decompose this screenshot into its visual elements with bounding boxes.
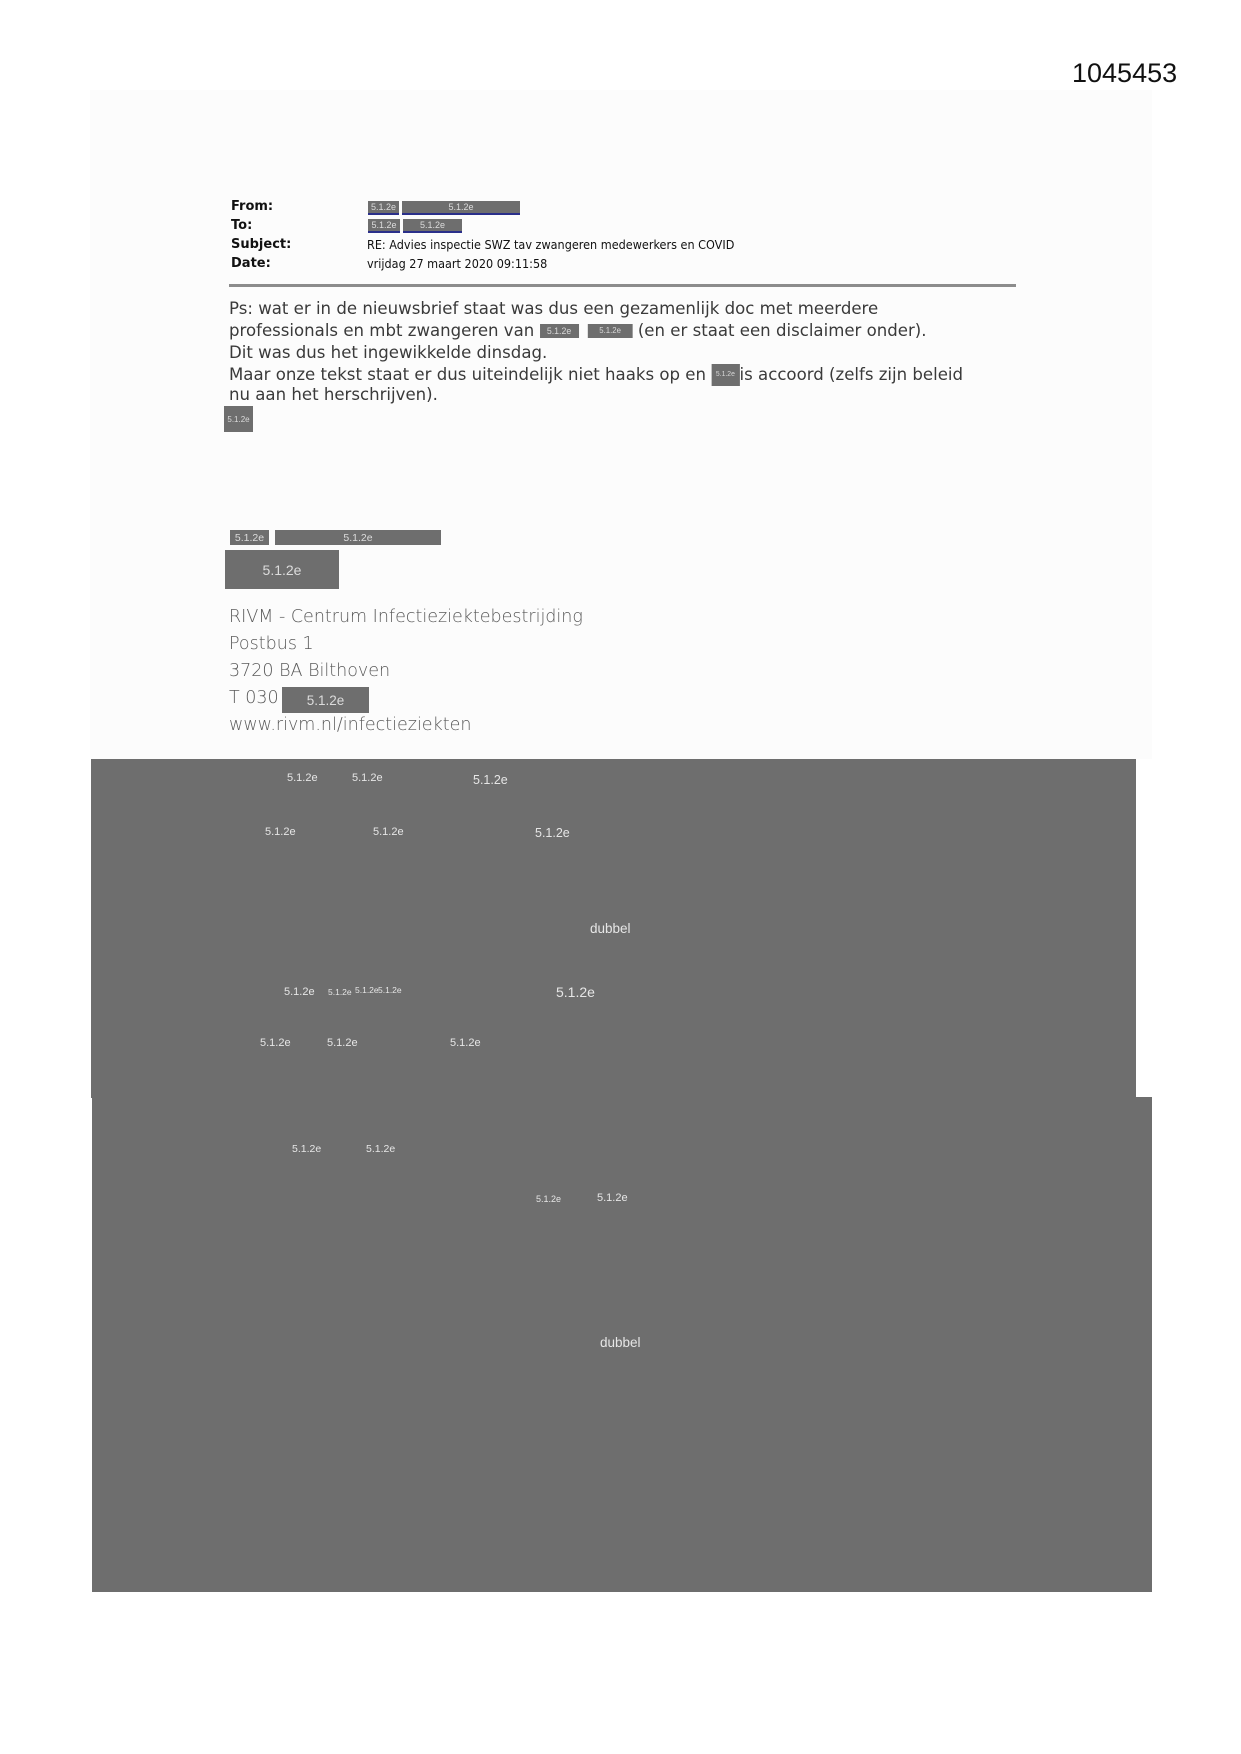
signature-postbus: Postbus 1	[229, 634, 314, 654]
inline-redaction: 5.1.2e	[588, 324, 633, 338]
duplicate-label: dubbel	[600, 1335, 641, 1350]
redaction-label: 5.1.2e	[328, 987, 352, 997]
redaction-label: 5.1.2e	[355, 985, 379, 995]
inline-redaction: 5.1.2e	[540, 324, 579, 338]
redaction-label: 5.1.2e	[292, 1143, 322, 1155]
signature-phone-redaction: 5.1.2e	[282, 687, 369, 713]
signature-title-redaction: 5.1.2e	[225, 550, 339, 589]
body-line-1: Ps: wat er in de nieuwsbrief staat was dus een gezamenlijk doc met meerdere	[229, 299, 879, 319]
body-line-5: nu aan het herschrijven).	[229, 385, 438, 405]
document-number: 1045453	[1072, 58, 1178, 88]
redaction-label: 5.1.2e	[536, 1194, 562, 1204]
date-label: Date:	[231, 256, 271, 271]
redaction-label: 5.1.2e	[535, 826, 570, 840]
redaction-label: 5.1.2e	[260, 1037, 291, 1049]
subject-value: RE: Advies inspectie SWZ tav zwangeren medewerkers en COVID	[367, 237, 735, 252]
body-line-4	[229, 364, 963, 386]
from-label: From:	[231, 199, 274, 214]
redaction-label: 5.1.2e	[450, 1037, 481, 1049]
body-line-3: Dit was dus het ingewikkelde dinsdag.	[229, 343, 548, 363]
header-separator	[229, 284, 1016, 287]
signature-org: RIVM - Centrum Infectieziektebestrijding	[229, 607, 583, 627]
date-value: vrijdag 27 maart 2020 09:11:58	[367, 256, 548, 271]
inline-redaction: 5.1.2e	[711, 364, 739, 386]
from-redaction-1: 5.1.2e	[368, 201, 399, 215]
body-line-4-text-after: is accoord (zelfs zijn beleid	[739, 365, 964, 385]
signature-phone-prefix: T 030	[229, 688, 279, 708]
signature-website[interactable]: www.rivm.nl/infectieziekten	[229, 715, 472, 735]
redaction-label: 5.1.2e	[556, 984, 595, 1000]
redaction-label: 5.1.2e	[327, 1037, 358, 1049]
redaction-label: 5.1.2e	[473, 773, 508, 787]
duplicate-label: dubbel	[590, 921, 631, 936]
redaction-label: 5.1.2e	[287, 772, 318, 784]
redaction-label: 5.1.2e	[373, 826, 404, 838]
to-redaction-2: 5.1.2e	[403, 219, 462, 233]
body-line-2-text-after: (en er staat een disclaimer onder).	[637, 321, 927, 341]
body-line-2-text-before: professionals en mbt zwangeren van	[229, 321, 535, 341]
signature-city: 3720 BA Bilthoven	[229, 661, 391, 681]
subject-label: Subject:	[231, 237, 292, 252]
signature-name-redaction-1: 5.1.2e	[230, 530, 269, 545]
redaction-label: 5.1.2e	[352, 772, 383, 784]
body-line-2	[229, 321, 927, 341]
redaction-label: 5.1.2e	[378, 985, 402, 995]
to-label: To:	[231, 218, 253, 233]
signature-name-redaction-2: 5.1.2e	[275, 530, 441, 545]
redaction-label: 5.1.2e	[366, 1143, 396, 1155]
redaction-label: 5.1.2e	[284, 986, 315, 998]
closing-redaction: 5.1.2e	[224, 406, 253, 432]
redaction-label: 5.1.2e	[265, 826, 296, 838]
body-line-4-text-before: Maar onze tekst staat er dus uiteindelijk niet haaks op en	[229, 365, 706, 385]
from-redaction-2: 5.1.2e	[402, 201, 520, 215]
redaction-label: 5.1.2e	[597, 1192, 628, 1204]
to-redaction-1: 5.1.2e	[368, 219, 400, 233]
